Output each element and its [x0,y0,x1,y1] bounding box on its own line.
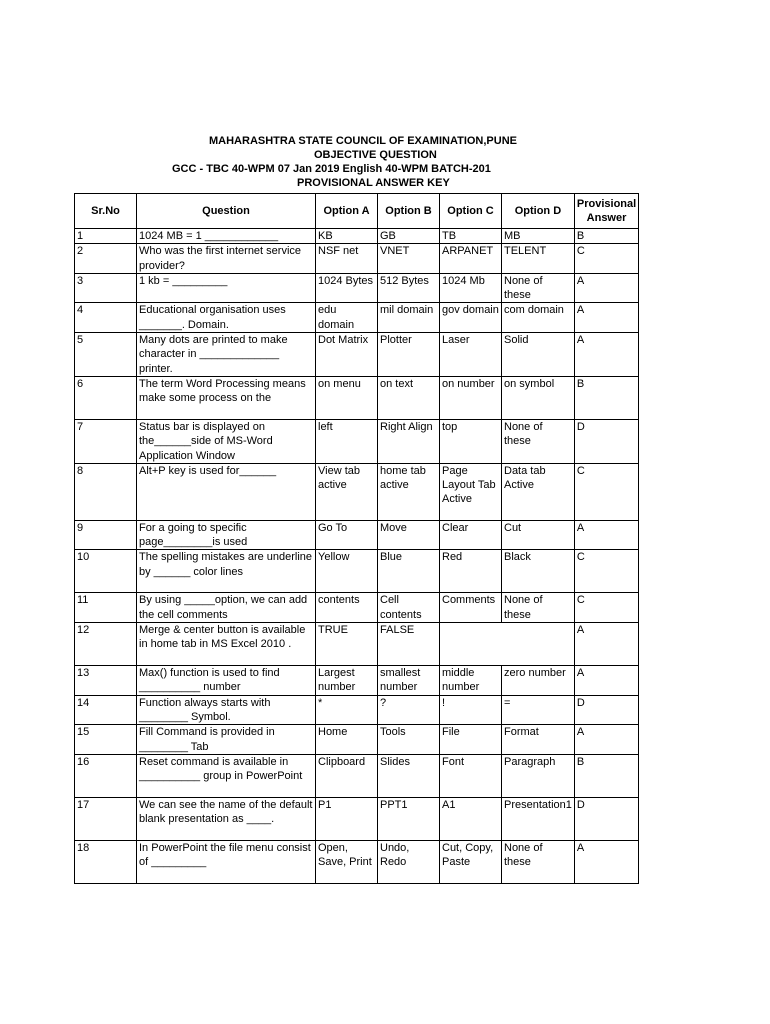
option-d-cell: None of these [502,840,575,883]
document-header [0,134,770,190]
question-cell: The spelling mistakes are underline by ______ color lines [137,550,316,593]
sr-no-cell: 9 [75,520,137,550]
option-b-cell: 512 Bytes [378,273,440,303]
answer-cell: A [574,725,638,755]
answer-cell: B [574,376,638,419]
answer-cell: A [574,303,638,333]
question-cell: Max() function is used to find __________ number [137,666,316,696]
option-b-cell: GB [378,229,440,244]
table-row [75,840,639,883]
sr-no-cell: 15 [75,725,137,755]
option-b-cell: Blue [378,550,440,593]
question-cell: Status bar is displayed on the______side of MS-Word Application Window [137,419,316,463]
sr-no-cell: 14 [75,695,137,725]
answer-cell: A [574,273,638,303]
table-row [75,550,639,593]
option-b-cell: Cell contents [378,593,440,623]
option-a-cell: on menu [316,376,378,419]
table-row [75,273,639,303]
table-row [75,244,639,274]
header-line-3 [0,162,770,176]
option-c-cell: on number [440,376,502,419]
option-c-cell: A1 [440,797,502,840]
answer-cell: B [574,754,638,797]
option-c-cell: ARPANET [440,244,502,274]
council-title: MAHARASHTRA STATE COUNCIL OF EXAMINATION,PUNE [209,135,517,147]
option-a-cell: Open, Save, Print [316,840,378,883]
table-row [75,666,639,696]
option-c-cell: Red [440,550,502,593]
sr-no-cell: 16 [75,754,137,797]
answer-cell: B [574,229,638,244]
option-b-cell: home tab active [378,463,440,520]
option-a-cell: Clipboard [316,754,378,797]
col-header-option-a: Option A [316,194,378,229]
header-line-2 [0,148,770,162]
option-d-cell: Format [502,725,575,755]
sr-no-cell: 7 [75,419,137,463]
option-b-cell: smallest number [378,666,440,696]
question-cell: We can see the name of the default blank presentation as ____. [137,797,316,840]
option-d-cell: com domain [502,303,575,333]
answer-cell: A [574,623,638,666]
option-b-cell: ? [378,695,440,725]
question-cell: Educational organisation uses _______. Domain. [137,303,316,333]
option-b-cell: PPT1 [378,797,440,840]
option-c-cell: File [440,725,502,755]
option-c-cell [440,623,575,666]
sr-no-cell: 8 [75,463,137,520]
option-b-cell: Slides [378,754,440,797]
answer-key-table [74,193,639,884]
table-row [75,754,639,797]
question-cell: Reset command is available in __________ group in PowerPoint [137,754,316,797]
option-b-cell: Tools [378,725,440,755]
option-a-cell: TRUE [316,623,378,666]
question-cell: Function always starts with ________ Symbol. [137,695,316,725]
table-row [75,376,639,419]
table-row [75,303,639,333]
option-b-cell: Right Align [378,419,440,463]
sr-no-cell: 18 [75,840,137,883]
col-header-option-b: Option B [378,194,440,229]
col-header-srno: Sr.No [75,194,137,229]
option-b-cell: VNET [378,244,440,274]
question-cell: By using _____option, we can add the cell comments [137,593,316,623]
option-d-cell: None of these [502,593,575,623]
option-c-cell: Cut, Copy, Paste [440,840,502,883]
option-d-cell: Cut [502,520,575,550]
sr-no-cell: 17 [75,797,137,840]
question-cell: Fill Command is provided in ________ Tab [137,725,316,755]
table-row [75,797,639,840]
table-row [75,333,639,377]
answer-cell: C [574,244,638,274]
sr-no-cell: 13 [75,666,137,696]
option-a-cell: contents [316,593,378,623]
table-row [75,419,639,463]
option-a-cell: View tab active [316,463,378,520]
sr-no-cell: 11 [75,593,137,623]
question-cell: Alt+P key is used for______ [137,463,316,520]
option-a-cell: * [316,695,378,725]
answer-cell: D [574,419,638,463]
option-a-cell: Yellow [316,550,378,593]
col-header-option-c: Option C [440,194,502,229]
option-b-cell: Plotter [378,333,440,377]
option-a-cell: NSF net [316,244,378,274]
header-line-1 [0,134,770,148]
answer-cell: A [574,840,638,883]
option-a-cell: Home [316,725,378,755]
answer-cell: A [574,520,638,550]
table-row [75,695,639,725]
sr-no-cell: 12 [75,623,137,666]
question-cell: In PowerPoint the file menu consist of _________ [137,840,316,883]
option-d-cell: MB [502,229,575,244]
question-cell: 1024 MB = 1 ____________ [137,229,316,244]
option-a-cell: KB [316,229,378,244]
option-d-cell: zero number [502,666,575,696]
option-d-cell: None of these [502,273,575,303]
answer-key-title: PROVISIONAL ANSWER KEY [297,177,450,189]
question-cell: 1 kb = _________ [137,273,316,303]
question-cell: For a going to specific page________is used [137,520,316,550]
answer-cell: D [574,695,638,725]
answer-cell: C [574,550,638,593]
table-row [75,463,639,520]
option-d-cell: = [502,695,575,725]
header-line-4 [0,176,770,190]
sr-no-cell: 5 [75,333,137,377]
option-b-cell: Move [378,520,440,550]
option-b-cell: FALSE [378,623,440,666]
option-b-cell: mil domain [378,303,440,333]
question-cell: The term Word Processing means make some process on the [137,376,316,419]
option-d-cell: Black [502,550,575,593]
table-row [75,520,639,550]
option-d-cell: Paragraph [502,754,575,797]
option-d-cell: Data tab Active [502,463,575,520]
sr-no-cell: 2 [75,244,137,274]
sr-no-cell: 4 [75,303,137,333]
table-row [75,725,639,755]
table-row [75,229,639,244]
option-c-cell: top [440,419,502,463]
answer-cell: C [574,463,638,520]
question-cell: Many dots are printed to make character in _____________ printer. [137,333,316,377]
option-a-cell: 1024 Bytes [316,273,378,303]
option-b-cell: on text [378,376,440,419]
table-body [75,229,639,884]
option-c-cell: Font [440,754,502,797]
option-a-cell: Go To [316,520,378,550]
option-a-cell: Dot Matrix [316,333,378,377]
option-c-cell: TB [440,229,502,244]
question-cell: Who was the first internet service provider? [137,244,316,274]
question-cell: Merge & center button is available in home tab in MS Excel 2010 . [137,623,316,666]
option-c-cell: Clear [440,520,502,550]
option-b-cell: Undo, Redo [378,840,440,883]
option-c-cell: middle number [440,666,502,696]
sr-no-cell: 1 [75,229,137,244]
table-row [75,593,639,623]
exam-batch-title: GCC - TBC 40-WPM 07 Jan 2019 English 40-WPM BATCH-201 [172,163,491,175]
option-c-cell: ! [440,695,502,725]
answer-cell: C [574,593,638,623]
sr-no-cell: 3 [75,273,137,303]
col-header-provisional-answer: Provisional Answer [574,194,638,229]
option-c-cell: 1024 Mb [440,273,502,303]
option-a-cell: edu domain [316,303,378,333]
option-d-cell: None of these [502,419,575,463]
option-a-cell: P1 [316,797,378,840]
option-c-cell: Laser [440,333,502,377]
option-d-cell: Solid [502,333,575,377]
option-c-cell: gov domain [440,303,502,333]
sr-no-cell: 10 [75,550,137,593]
option-d-cell: Presentation1 [502,797,575,840]
answer-cell: A [574,333,638,377]
answer-cell: A [574,666,638,696]
option-d-cell: TELENT [502,244,575,274]
table-row [75,623,639,666]
option-a-cell: left [316,419,378,463]
option-d-cell: on symbol [502,376,575,419]
col-header-question: Question [137,194,316,229]
objective-question-title: OBJECTIVE QUESTION [314,149,437,161]
option-a-cell: Largest number [316,666,378,696]
option-c-cell: Page Layout Tab Active [440,463,502,520]
col-header-option-d: Option D [502,194,575,229]
answer-cell: D [574,797,638,840]
sr-no-cell: 6 [75,376,137,419]
option-c-cell: Comments [440,593,502,623]
table-header-row [75,194,639,229]
